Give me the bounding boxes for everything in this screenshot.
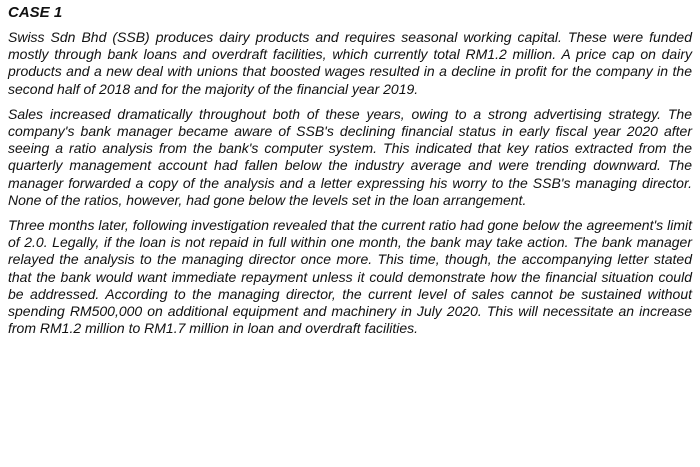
paragraph-1: Swiss Sdn Bhd (SSB) produces dairy products and requires seasonal working capital. These were funded mostly through bank loans and overdraft facilities, which currently total RM1.2 million. A price cap on dairy products and a new deal with unions that boosted wages resulted in a decline in profit for the company in the second half of 2018 and for the majority of the financial year 2019. (8, 29, 692, 97)
case-document (8, 4, 692, 345)
paragraph-3: Three months later, following investigation revealed that the current ratio had gone below the agreement's limit of 2.0. Legally, if the loan is not repaid in full within one month, the bank may take action. The bank manager relayed the analysis to the managing director once more. This time, though, the accompanying letter stated that the bank would want immediate repayment unless it could demonstrate how the financial situation could be addressed. According to the managing director, the current level of sales cannot be sustained without spending RM500,000 on additional equipment and machinery in July 2020. This will necessitate an increase from RM1.2 million to RM1.7 million in loan and overdraft facilities. (8, 217, 692, 337)
paragraph-2: Sales increased dramatically throughout both of these years, owing to a strong advertising strategy. The company's bank manager became aware of SSB's declining financial status in early fiscal year 2020 after seeing a ratio analysis from the bank's computer system. This indicated that key ratios extracted from the quarterly management account had fallen below the industry average and were trending downward. The manager forwarded a copy of the analysis and a letter expressing his worry to the SSB's managing director. None of the ratios, however, had gone below the levels set in the loan arrangement. (8, 105, 692, 208)
case-heading: CASE 1 (8, 4, 63, 21)
